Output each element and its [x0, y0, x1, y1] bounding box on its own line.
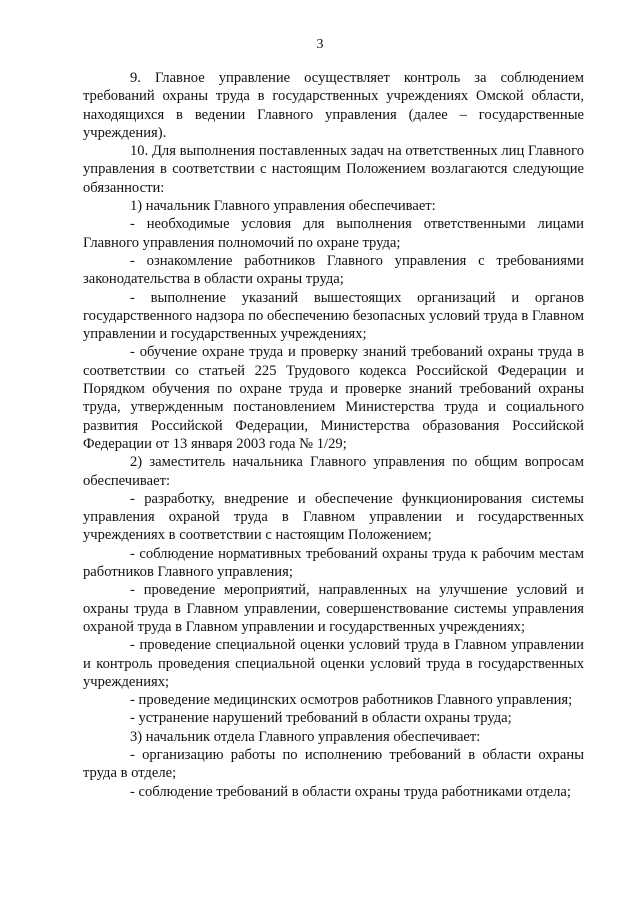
list-item: - проведение специальной оценки условий труда в Главном управлении и контроль проведения специальной оценки условий труда в государственных учреждениях;: [83, 637, 584, 690]
list-item: - организацию работы по исполнению требований в области охраны труда в отделе;: [83, 746, 584, 782]
page-number: 3: [316, 37, 324, 52]
subitem-head-of-unit: 3) начальник отдела Главного управления обеспечивает:: [130, 728, 481, 745]
list-item: - устранение нарушений требований в области охраны труда;: [130, 710, 512, 727]
list-item: - ознакомление работников Главного управления с требованиями законодательства в области охраны труда;: [83, 252, 584, 288]
paragraph-item-10: 10. Для выполнения поставленных задач на ответственных лиц Главного управления в соответствии с настоящим Положением возлагаются следующие обязанности:: [83, 143, 584, 196]
document-body: [83, 69, 584, 801]
list-item: - необходимые условия для выполнения ответственными лицами Главного управления полномочий по охране труда;: [83, 216, 584, 251]
subitem-head-of-department: 1) начальник Главного управления обеспечивает:: [130, 198, 436, 215]
list-item: - проведение мероприятий, направленных на улучшение условий и охраны труда в Главном управлении, совершенствование системы управления охраной труда в Главном управлении и государственных учреждениях;: [83, 582, 584, 635]
subitem-deputy-head: 2) заместитель начальника Главного управления по общим вопросам обеспечивает:: [83, 454, 584, 489]
paragraph-item-9: 9. Главное управление осуществляет контроль за соблюдением требований охраны труда в государственных учреждениях Омской области, находящихся в ведении Главного управления (далее – государственные учреждения).: [83, 70, 584, 141]
list-item: - обучение охране труда и проверку знаний требований охраны труда в соответствии со статьей 225 Трудового кодекса Российской Федерации и Порядком обучения по охране труда и проверке знаний требований охраны труда, утвержденным постановлением Министерства труда и социального развития Российской Федерации, Министерства образования Российской Федерации от 13 января 2003 года № 1/29;: [83, 344, 584, 452]
list-item: - проведение медицинских осмотров работников Главного управления;: [130, 692, 573, 709]
list-item: - соблюдение требований в области охраны труда работниками отдела;: [130, 783, 571, 800]
list-item: - разработку, внедрение и обеспечение функционирования системы управления охраной труда в Главном управлении и государственных учреждениях в соответствии с настоящим Положением;: [83, 490, 584, 544]
list-item: - соблюдение нормативных требований охраны труда к рабочим местам работников Главного управления;: [83, 545, 584, 581]
list-item: - выполнение указаний вышестоящих организаций и органов государственного надзора по обеспечению безопасных условий труда в Главном управлении и государственных учреждениях;: [83, 289, 584, 343]
